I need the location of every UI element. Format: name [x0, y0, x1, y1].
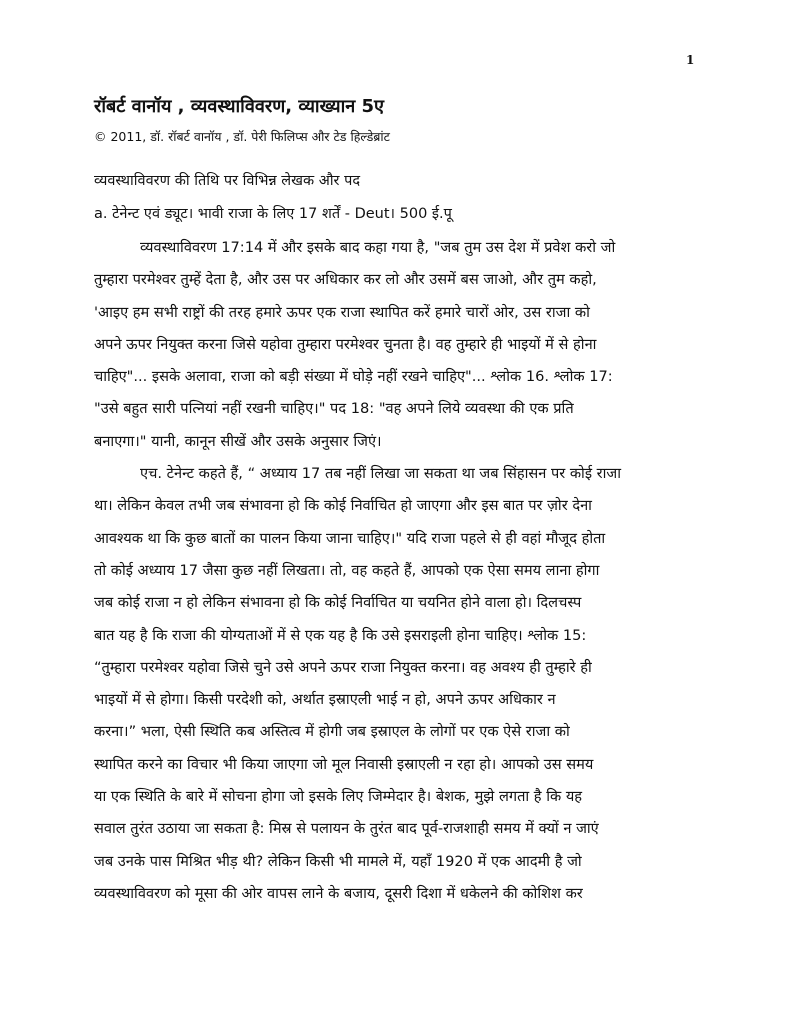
body-line: एच. टेनेन्ट कहते हैं, “ अध्याय 17 तब नहीं लिखा जा सकता था जब सिंहासन पर कोई राजा	[140, 465, 621, 483]
body-line: बात यह है कि राजा की योग्यताओं में से एक यह है कि उसे इसराइली होना चाहिए। श्लोक 15:	[94, 626, 587, 644]
body-line: चाहिए"... इसके अलावा, राजा को बड़ी संख्या में घोड़े नहीं रखने चाहिए"... श्लोक 16. श्लोक 17:	[94, 368, 613, 386]
page-number: 1	[686, 53, 695, 67]
body-line: बनाएगा।" यानी, कानून सीखें और उसके अनुसार जिएं।	[94, 432, 382, 450]
body-line: आवश्यक था कि कुछ बातों का पालन किया जाना चाहिए।" यदि राजा पहले से ही वहां मौजूद होता	[94, 529, 606, 547]
body-line: स्थापित करने का विचार भी किया जाएगा जो मूल निवासी इस्राएली न रहा हो। आपको उस समय	[94, 755, 594, 773]
body-line: “तुम्हारा परमेश्वर यहोवा जिसे चुने उसे अपने ऊपर राजा नियुक्त करना। वह अवश्य ही तुम्हारे ही	[94, 658, 592, 676]
body-text	[94, 232, 694, 910]
body-line: "उसे बहुत सारी पत्नियां नहीं रखनी चाहिए।" पद 18: "वह अपने लिये व्यवस्था की एक प्रति	[94, 400, 574, 418]
body-line: करना।” भला, ऐसी स्थिति कब अस्तित्व में होगी जब इस्राएल के लोगों पर एक ऐसे राजा को	[94, 723, 570, 741]
body-line: तुम्हारा परमेश्वर तुम्हें देता है, और उस पर अधिकार कर लो और उसमें बस जाओ, और तुम कहो,	[94, 271, 597, 289]
body-line: तो कोई अध्याय 17 जैसा कुछ नहीं लिखता। तो, वह कहते हैं, आपको एक ऐसा समय लाना होगा	[94, 561, 600, 579]
body-line: जब उनके पास मिश्रित भीड़ थी? लेकिन किसी भी मामले में, यहाँ 1920 में एक आदमी है जो	[94, 852, 582, 870]
body-line: 'आइए हम सभी राष्ट्रों की तरह हमारे ऊपर एक राजा स्थापित करें हमारे चारों ओर, उस राजा को	[94, 303, 590, 321]
subheading: a. टेनेन्ट एवं ड्यूट। भावी राजा के लिए 17 शर्तें - Deut। 500 ई.पू	[94, 206, 452, 222]
document-title: रॉबर्ट वानॉय , व्यवस्थाविवरण, व्याख्यान 5ए	[94, 96, 384, 117]
body-line: व्यवस्थाविवरण 17:14 में और इसके बाद कहा गया है, "जब तुम उस देश में प्रवेश करो जो	[140, 239, 616, 256]
body-line: अपने ऊपर नियुक्त करना जिसे यहोवा तुम्हारा परमेश्वर चुनता है। वह तुम्हारे ही भाइयों में से होना	[94, 335, 597, 353]
body-line: जब कोई राजा न हो लेकिन संभावना हो कि कोई निर्वाचित या चयनित होने वाला हो। दिलचस्प	[94, 594, 582, 612]
copyright-line: © 2011, डॉ. रॉबर्ट वानॉय , डॉ. पेरी फिलिप्स और टेड हिल्डेब्रांट	[94, 129, 390, 144]
body-line: या एक स्थिति के बारे में सोचना होगा जो इसके लिए जिम्मेदार है। बेशक, मुझे लगता है कि यह	[94, 788, 583, 806]
body-line: था। लेकिन केवल तभी जब संभावना हो कि कोई निर्वाचित हो जाएगा और इस बात पर ज़ोर देना	[94, 497, 592, 515]
body-line: व्यवस्थाविवरण को मूसा की ओर वापस लाने के बजाय, दूसरी दिशा में धकेलने की कोशिश कर	[94, 884, 583, 902]
section-heading: व्यवस्थाविवरण की तिथि पर विभिन्न लेखक और पद	[94, 173, 361, 189]
body-line: सवाल तुरंत उठाया जा सकता है: मिस्र से पलायन के तुरंत बाद पूर्व-राजशाही समय में क्यों न जाएं	[94, 820, 599, 838]
body-line: भाइयों में से होगा। किसी परदेशी को, अर्थात इस्राएली भाई न हो, अपने ऊपर अधिकार न	[94, 691, 556, 709]
